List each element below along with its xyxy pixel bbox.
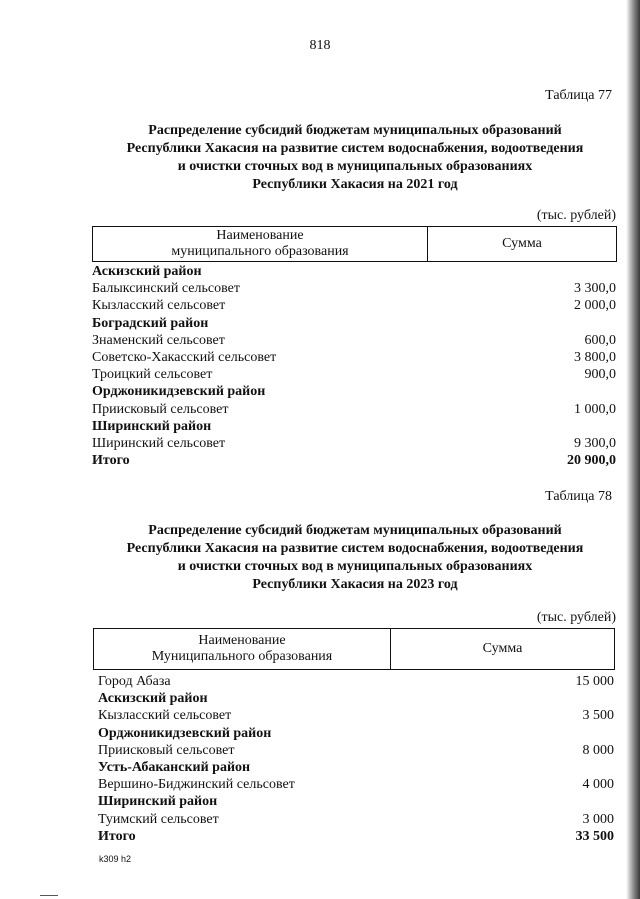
row-value: 3 500	[582, 708, 614, 724]
header-sum-cell: Сумма	[482, 641, 523, 656]
title-line: Республики Хакасия на развитие систем водоснабжения, водоотведения	[126, 141, 584, 156]
row-name: Боградский район	[92, 315, 209, 331]
row-name: Приисковый сельсовет	[92, 401, 229, 417]
table-row	[98, 742, 614, 759]
row-name: Балыксинский сельсовет	[92, 281, 240, 297]
row-name: Орджоникидзевский район	[98, 725, 272, 741]
row-value: 3 800,0	[574, 349, 616, 365]
row-name: Усть-Абаканский район	[98, 759, 251, 775]
row-name: Советско-Хакасский сельсовет	[92, 349, 277, 365]
row-name: Приисковый сельсовет	[98, 742, 235, 758]
table-row	[92, 366, 616, 383]
row-name: Вершино-Биджинский сельсовет	[98, 777, 295, 793]
header-name-line: Муниципального образования	[151, 649, 333, 664]
title-line: Распределение субсидий бюджетам муниципальных образований	[148, 123, 562, 138]
table-row	[92, 297, 616, 314]
row-name: Итого	[92, 453, 130, 469]
row-value: 33 500	[575, 828, 614, 844]
row-name: Аскизский район	[98, 691, 208, 707]
table-header	[92, 226, 617, 262]
table-row	[92, 280, 616, 297]
total-row	[98, 828, 614, 845]
row-value: 20 900,0	[567, 453, 616, 469]
title-line: Республики Хакасия на 2021 год	[252, 177, 458, 192]
table-body	[98, 673, 614, 845]
table-row	[98, 776, 614, 793]
table-title	[60, 522, 640, 594]
row-name: Ширинский сельсовет	[92, 435, 226, 451]
table-row	[92, 332, 616, 349]
district-header-row	[92, 418, 616, 435]
row-name: Орджоникидзевский район	[92, 384, 266, 400]
total-row	[92, 452, 616, 469]
row-value: 15 000	[575, 674, 614, 689]
table-row	[92, 435, 616, 452]
header-sum-cell: Сумма	[502, 236, 542, 251]
title-line: Республики Хакасия на 2023 год	[252, 577, 458, 592]
row-value: 9 300,0	[574, 435, 616, 451]
title-line: Распределение субсидий бюджетам муниципальных образований	[148, 523, 562, 538]
row-value: 3 300,0	[574, 281, 616, 297]
district-header-row	[98, 725, 614, 742]
unit-label: (тыс. рублей)	[536, 610, 616, 625]
row-name: Ширинский район	[98, 794, 218, 810]
district-header-row	[92, 315, 616, 332]
row-value: 8 000	[582, 742, 614, 758]
table-row	[92, 349, 616, 366]
row-name: Туимский сельсовет	[98, 811, 219, 827]
header-name-cell	[94, 629, 391, 669]
row-name: Ширинский район	[92, 418, 212, 434]
unit-label: (тыс. рублей)	[536, 208, 616, 223]
header-name-line: Наименование	[198, 633, 286, 648]
table-body	[92, 263, 616, 469]
district-header-row	[98, 690, 614, 707]
header-name-cell	[93, 227, 428, 261]
title-line: и очистки сточных вод в муниципальных образованиях	[177, 159, 533, 174]
table-row	[98, 811, 614, 828]
page-number: 818	[309, 38, 331, 53]
table-label: Таблица 78	[545, 489, 612, 504]
district-header-row	[92, 263, 616, 280]
row-name: Знаменский сельсовет	[92, 332, 225, 348]
row-name: Итого	[98, 828, 136, 844]
header-name-line: муниципального образования	[171, 244, 349, 259]
footer-rule	[40, 895, 58, 896]
table-row	[98, 707, 614, 724]
row-name: Кызласский сельсовет	[92, 298, 226, 314]
row-value: 4 000	[582, 777, 614, 793]
row-value: 2 000,0	[574, 298, 616, 314]
row-name: Троицкий сельсовет	[92, 367, 213, 383]
row-value: 900,0	[584, 367, 616, 383]
row-value: 1 000,0	[574, 401, 616, 417]
row-name: Аскизский район	[92, 264, 202, 279]
row-value: 3 000	[582, 811, 614, 827]
district-header-row	[98, 793, 614, 810]
district-header-row	[98, 759, 614, 776]
row-value: 600,0	[584, 332, 616, 348]
district-header-row	[92, 383, 616, 400]
header-name-line: Наименование	[216, 228, 304, 243]
table-row	[98, 673, 614, 690]
table-row	[92, 401, 616, 418]
row-name: Город Абаза	[98, 674, 171, 689]
title-line: Республики Хакасия на развитие систем водоснабжения, водоотведения	[126, 541, 584, 556]
table-label: Таблица 77	[545, 88, 612, 103]
title-line: и очистки сточных вод в муниципальных образованиях	[177, 559, 533, 574]
row-name: Кызласский сельсовет	[98, 708, 232, 724]
table-title	[60, 122, 640, 194]
table-header	[93, 628, 615, 670]
footer-code: k309 h2	[99, 854, 132, 864]
